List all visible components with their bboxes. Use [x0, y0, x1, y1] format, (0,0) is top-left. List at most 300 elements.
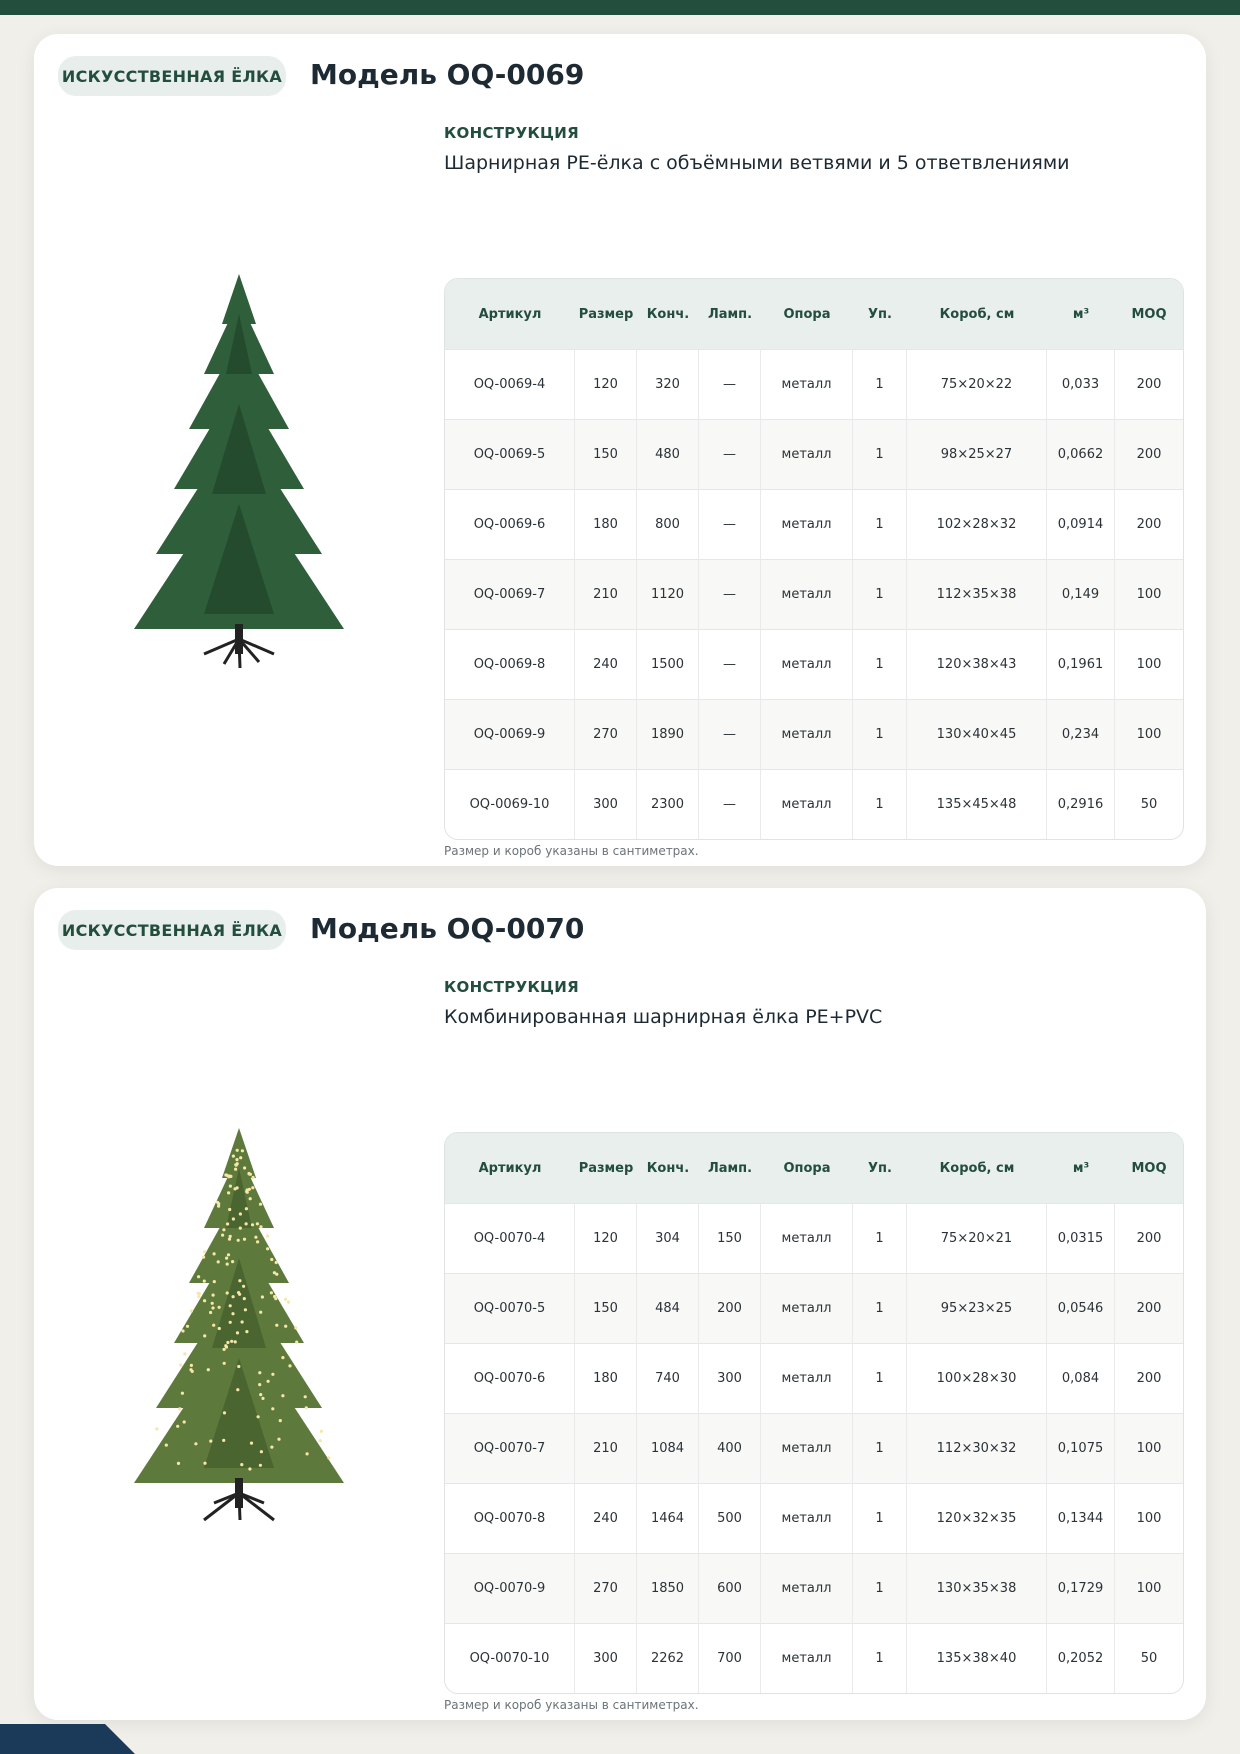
- light-dot: [227, 1253, 230, 1256]
- light-dot: [259, 1464, 262, 1467]
- col-header: Артикул: [445, 1133, 575, 1203]
- col-header: Размер: [575, 1133, 637, 1203]
- light-dot: [183, 1352, 186, 1355]
- light-dot: [218, 1306, 221, 1309]
- table-cell: OQ-0070-7: [445, 1413, 575, 1483]
- col-header: Размер: [575, 279, 637, 349]
- table-cell: 130×35×38: [907, 1553, 1047, 1623]
- light-dot: [251, 1223, 254, 1226]
- light-dot: [213, 1280, 216, 1283]
- table-cell: металл: [761, 1203, 853, 1273]
- light-dot: [223, 1411, 226, 1414]
- light-dot: [273, 1295, 276, 1298]
- light-dot: [284, 1298, 287, 1301]
- tree-image: [94, 1108, 384, 1548]
- table-cell: 500: [699, 1483, 761, 1553]
- light-dot: [242, 1285, 245, 1288]
- category-badge: ИСКУССТВЕННАЯ ЁЛКА: [58, 56, 286, 96]
- table-cell: 112×30×32: [907, 1413, 1047, 1483]
- light-dot: [231, 1260, 234, 1263]
- table-cell: 400: [699, 1413, 761, 1483]
- table-cell: 100: [1115, 629, 1183, 699]
- light-dot: [237, 1239, 240, 1242]
- table-cell: металл: [761, 1623, 853, 1693]
- light-dot: [304, 1395, 307, 1398]
- light-dot: [252, 1176, 255, 1179]
- light-dot: [243, 1238, 246, 1241]
- table-cell: OQ-0069-5: [445, 419, 575, 489]
- col-header: Ламп.: [699, 279, 761, 349]
- light-dot: [227, 1175, 230, 1178]
- light-dot: [165, 1444, 168, 1447]
- table-cell: 75×20×22: [907, 349, 1047, 419]
- table-cell: 0,084: [1047, 1343, 1115, 1413]
- col-header: м³: [1047, 1133, 1115, 1203]
- product-card-oq-0069: [34, 34, 1206, 866]
- construction-label: КОНСТРУКЦИЯ: [444, 978, 579, 996]
- spec-table: [444, 278, 1184, 840]
- light-dot: [178, 1407, 181, 1410]
- table-row: [445, 349, 1183, 419]
- table-cell: 0,2916: [1047, 769, 1115, 839]
- table-cell: 320: [637, 349, 699, 419]
- table-cell: 200: [1115, 1203, 1183, 1273]
- table-cell: 150: [575, 419, 637, 489]
- light-dot: [260, 1450, 263, 1453]
- table-cell: 200: [1115, 1273, 1183, 1343]
- table-cell: 0,0546: [1047, 1273, 1115, 1343]
- light-dot: [211, 1306, 214, 1309]
- light-dot: [266, 1247, 269, 1250]
- table-cell: 130×40×45: [907, 699, 1047, 769]
- light-dot: [221, 1234, 224, 1237]
- light-dot: [176, 1425, 179, 1428]
- light-dot: [235, 1158, 238, 1161]
- table-cell: 150: [575, 1273, 637, 1343]
- light-dot: [232, 1295, 235, 1298]
- tree-image: [94, 254, 384, 694]
- light-dot: [279, 1419, 282, 1422]
- light-dot: [234, 1187, 237, 1190]
- light-dot: [226, 1341, 229, 1344]
- light-dot: [270, 1446, 273, 1449]
- table-cell: —: [699, 629, 761, 699]
- table-cell: 304: [637, 1203, 699, 1273]
- table-row: [445, 559, 1183, 629]
- light-dot: [227, 1191, 230, 1194]
- table-cell: 150: [699, 1203, 761, 1273]
- light-dot: [251, 1186, 254, 1189]
- light-dot: [203, 1280, 206, 1283]
- col-header: м³: [1047, 279, 1115, 349]
- light-dot: [186, 1325, 189, 1328]
- light-dot: [259, 1393, 262, 1396]
- light-dot: [275, 1324, 278, 1327]
- light-dot: [243, 1297, 246, 1300]
- light-dot: [194, 1442, 197, 1445]
- model-title: Модель OQ-0069: [310, 58, 585, 91]
- light-dot: [270, 1291, 273, 1294]
- table-header-row: [445, 1133, 1183, 1203]
- light-dot: [271, 1373, 274, 1376]
- table-cell: 1: [853, 559, 907, 629]
- table-cell: 210: [575, 1413, 637, 1483]
- col-header: Конч.: [637, 1133, 699, 1203]
- light-dot: [232, 1155, 235, 1158]
- light-dot: [273, 1271, 276, 1274]
- table-cell: 102×28×32: [907, 489, 1047, 559]
- light-dot: [281, 1394, 284, 1397]
- table-row: [445, 1343, 1183, 1413]
- col-header: MOQ: [1115, 1133, 1183, 1203]
- table-cell: —: [699, 699, 761, 769]
- light-dot: [203, 1250, 206, 1253]
- light-dot: [241, 1320, 244, 1323]
- table-cell: 1: [853, 1343, 907, 1413]
- table-row: [445, 1483, 1183, 1553]
- light-dot: [207, 1368, 210, 1371]
- light-dot: [234, 1340, 237, 1343]
- table-cell: 0,1961: [1047, 629, 1115, 699]
- table-cell: 0,0662: [1047, 419, 1115, 489]
- table-cell: металл: [761, 769, 853, 839]
- table-cell: 120: [575, 1203, 637, 1273]
- light-dot: [236, 1149, 239, 1152]
- light-dot: [183, 1420, 186, 1423]
- light-dot: [212, 1324, 215, 1327]
- table-cell: 240: [575, 629, 637, 699]
- table-cell: 1: [853, 349, 907, 419]
- light-dot: [284, 1325, 287, 1328]
- light-dot: [203, 1334, 206, 1337]
- light-dot: [197, 1275, 200, 1278]
- light-dot: [239, 1156, 242, 1159]
- table-cell: OQ-0069-10: [445, 769, 575, 839]
- table-cell: 0,1729: [1047, 1553, 1115, 1623]
- table-cell: 200: [1115, 1343, 1183, 1413]
- category-badge: ИСКУССТВЕННАЯ ЁЛКА: [58, 910, 286, 950]
- table-cell: OQ-0070-5: [445, 1273, 575, 1343]
- light-dot: [244, 1308, 247, 1311]
- table-cell: 0,234: [1047, 699, 1115, 769]
- light-dot: [239, 1227, 242, 1230]
- table-cell: 1: [853, 769, 907, 839]
- table-cell: 1890: [637, 699, 699, 769]
- spec-table: [444, 1132, 1184, 1694]
- table-cell: 98×25×27: [907, 419, 1047, 489]
- light-dot: [222, 1228, 225, 1231]
- light-dot: [224, 1344, 227, 1347]
- table-cell: 120×38×43: [907, 629, 1047, 699]
- light-dot: [240, 1463, 243, 1466]
- table-cell: OQ-0070-10: [445, 1623, 575, 1693]
- light-dot: [238, 1279, 241, 1282]
- table-cell: OQ-0069-4: [445, 349, 575, 419]
- table-cell: 100: [1115, 699, 1183, 769]
- table-cell: металл: [761, 489, 853, 559]
- table-row: [445, 1203, 1183, 1273]
- table-cell: 2262: [637, 1623, 699, 1693]
- table-cell: 300: [575, 769, 637, 839]
- table-cell: —: [699, 419, 761, 489]
- light-dot: [287, 1301, 290, 1304]
- table-cell: 1850: [637, 1553, 699, 1623]
- table-cell: 95×23×25: [907, 1273, 1047, 1343]
- table-cell: металл: [761, 419, 853, 489]
- table-cell: 1500: [637, 629, 699, 699]
- light-dot: [198, 1292, 201, 1295]
- light-dot: [320, 1430, 323, 1433]
- table-cell: металл: [761, 1343, 853, 1413]
- table-row: [445, 769, 1183, 839]
- light-dot: [258, 1383, 261, 1386]
- table-cell: 1: [853, 419, 907, 489]
- table-cell: 200: [699, 1273, 761, 1343]
- light-dot: [275, 1261, 278, 1264]
- table-row: [445, 629, 1183, 699]
- table-cell: 100: [1115, 1413, 1183, 1483]
- light-dot: [249, 1197, 252, 1200]
- light-dot: [327, 1456, 330, 1459]
- light-dot: [261, 1397, 264, 1400]
- light-dot: [259, 1311, 262, 1314]
- table-cell: OQ-0069-7: [445, 559, 575, 629]
- col-header: Опора: [761, 1133, 853, 1203]
- table-cell: 1120: [637, 559, 699, 629]
- col-header: Опора: [761, 279, 853, 349]
- table-cell: OQ-0069-9: [445, 699, 575, 769]
- light-dot: [217, 1260, 220, 1263]
- light-dot: [247, 1172, 250, 1175]
- spec-rows: [445, 349, 1183, 839]
- light-dot: [228, 1238, 231, 1241]
- light-dot: [245, 1190, 248, 1193]
- table-cell: —: [699, 349, 761, 419]
- construction-label: КОНСТРУКЦИЯ: [444, 124, 579, 142]
- light-dot: [230, 1340, 233, 1343]
- table-cell: 700: [699, 1623, 761, 1693]
- light-dot: [319, 1439, 322, 1442]
- table-cell: 100: [1115, 1483, 1183, 1553]
- table-cell: 1: [853, 489, 907, 559]
- light-dot: [232, 1217, 235, 1220]
- light-dot: [229, 1235, 232, 1238]
- table-cell: 180: [575, 1343, 637, 1413]
- light-dot: [211, 1302, 214, 1305]
- light-dot: [229, 1321, 232, 1324]
- table-cell: 1: [853, 1203, 907, 1273]
- col-header: Конч.: [637, 279, 699, 349]
- light-dot: [245, 1330, 248, 1333]
- light-dot: [223, 1362, 226, 1365]
- light-dot: [181, 1329, 184, 1332]
- light-dot: [231, 1312, 234, 1315]
- table-cell: 200: [1115, 349, 1183, 419]
- table-cell: 480: [637, 419, 699, 489]
- table-cell: 100×28×30: [907, 1343, 1047, 1413]
- table-cell: 180: [575, 489, 637, 559]
- light-dot: [245, 1207, 248, 1210]
- light-dot: [209, 1440, 212, 1443]
- product-card-oq-0070: [34, 888, 1206, 1720]
- table-cell: 740: [637, 1343, 699, 1413]
- table-row: [445, 1553, 1183, 1623]
- light-dot: [216, 1201, 219, 1204]
- table-cell: металл: [761, 699, 853, 769]
- light-dot: [190, 1364, 193, 1367]
- table-cell: 240: [575, 1483, 637, 1553]
- lit-pine-tree-icon: [94, 1108, 384, 1548]
- table-cell: 270: [575, 699, 637, 769]
- table-cell: 1: [853, 629, 907, 699]
- table-cell: 1: [853, 1553, 907, 1623]
- light-dot: [237, 1365, 240, 1368]
- light-dot: [191, 1370, 194, 1373]
- table-cell: OQ-0069-6: [445, 489, 575, 559]
- table-cell: 484: [637, 1273, 699, 1343]
- light-dot: [256, 1240, 259, 1243]
- light-dot: [190, 1309, 193, 1312]
- table-cell: 1: [853, 699, 907, 769]
- light-dot: [218, 1327, 221, 1330]
- light-dot: [243, 1166, 246, 1169]
- footnote: Размер и короб указаны в сантиметрах.: [444, 844, 699, 858]
- table-cell: 0,1344: [1047, 1483, 1115, 1553]
- light-dot: [226, 1291, 229, 1294]
- light-dot: [295, 1341, 298, 1344]
- col-header: Короб, см: [907, 279, 1047, 349]
- light-dot: [223, 1348, 226, 1351]
- light-dot: [258, 1371, 261, 1374]
- light-dot: [271, 1407, 274, 1410]
- table-cell: металл: [761, 1483, 853, 1553]
- light-dot: [257, 1415, 260, 1418]
- table-cell: металл: [761, 629, 853, 699]
- table-cell: 2300: [637, 769, 699, 839]
- table-row: [445, 699, 1183, 769]
- table-cell: металл: [761, 559, 853, 629]
- table-cell: 800: [637, 489, 699, 559]
- light-dot: [259, 1203, 262, 1206]
- table-cell: 200: [1115, 489, 1183, 559]
- table-cell: OQ-0069-8: [445, 629, 575, 699]
- light-dot: [261, 1295, 264, 1298]
- table-cell: 300: [575, 1623, 637, 1693]
- light-dot: [229, 1185, 232, 1188]
- light-dot: [181, 1392, 184, 1395]
- light-dot: [305, 1406, 308, 1409]
- light-dot: [225, 1257, 228, 1260]
- table-cell: 135×38×40: [907, 1623, 1047, 1693]
- col-header: Уп.: [853, 279, 907, 349]
- col-header: Короб, см: [907, 1133, 1047, 1203]
- light-dot: [245, 1222, 248, 1225]
- light-dot: [234, 1163, 237, 1166]
- table-cell: 75×20×21: [907, 1203, 1047, 1273]
- light-dot: [226, 1263, 229, 1266]
- light-dot: [237, 1291, 240, 1294]
- table-cell: 1: [853, 1483, 907, 1553]
- light-dot: [306, 1452, 309, 1455]
- light-dot: [254, 1236, 257, 1239]
- table-cell: 0,1075: [1047, 1413, 1115, 1483]
- table-cell: 1: [853, 1623, 907, 1693]
- table-cell: металл: [761, 349, 853, 419]
- light-dot: [155, 1427, 158, 1430]
- light-dot: [270, 1258, 273, 1261]
- light-dot: [213, 1252, 216, 1255]
- light-dot: [236, 1388, 239, 1391]
- light-dot: [248, 1467, 251, 1470]
- light-dot: [234, 1168, 237, 1171]
- construction-text: Шарнирная PE-ёлка с объёмными ветвями и 5 ответвлениями: [444, 152, 1070, 174]
- light-dot: [236, 1331, 239, 1334]
- table-cell: 210: [575, 559, 637, 629]
- table-cell: OQ-0070-6: [445, 1343, 575, 1413]
- table-row: [445, 419, 1183, 489]
- table-cell: 600: [699, 1553, 761, 1623]
- light-dot: [267, 1380, 270, 1383]
- table-cell: 200: [1115, 419, 1183, 489]
- table-cell: 300: [699, 1343, 761, 1413]
- table-cell: OQ-0070-4: [445, 1203, 575, 1273]
- table-cell: 1: [853, 1273, 907, 1343]
- light-dot: [294, 1326, 297, 1329]
- light-dot: [250, 1442, 253, 1445]
- light-dot: [266, 1234, 269, 1237]
- table-cell: 0,0315: [1047, 1203, 1115, 1273]
- light-dot: [203, 1462, 206, 1465]
- light-dot: [241, 1149, 244, 1152]
- table-cell: 1084: [637, 1413, 699, 1483]
- table-cell: 0,149: [1047, 559, 1115, 629]
- light-dot: [202, 1256, 205, 1259]
- table-cell: 100: [1115, 1553, 1183, 1623]
- footnote: Размер и короб указаны в сантиметрах.: [444, 1698, 699, 1712]
- table-cell: 270: [575, 1553, 637, 1623]
- table-cell: металл: [761, 1273, 853, 1343]
- spec-rows: [445, 1203, 1183, 1693]
- table-cell: 0,0914: [1047, 489, 1115, 559]
- light-dot: [239, 1212, 242, 1215]
- table-cell: металл: [761, 1413, 853, 1483]
- top-accent-bar: [0, 0, 1240, 15]
- light-dot: [197, 1295, 200, 1298]
- light-dot: [288, 1364, 291, 1367]
- corner-decoration: [0, 1724, 135, 1754]
- table-cell: 112×35×38: [907, 559, 1047, 629]
- table-cell: 50: [1115, 769, 1183, 839]
- table-cell: 120×32×35: [907, 1483, 1047, 1553]
- table-cell: —: [699, 769, 761, 839]
- table-cell: OQ-0070-8: [445, 1483, 575, 1553]
- table-cell: 0,033: [1047, 349, 1115, 419]
- table-row: [445, 489, 1183, 559]
- table-cell: 135×45×48: [907, 769, 1047, 839]
- table-cell: 120: [575, 349, 637, 419]
- col-header: MOQ: [1115, 279, 1183, 349]
- table-cell: —: [699, 489, 761, 559]
- table-cell: металл: [761, 1553, 853, 1623]
- table-cell: 100: [1115, 559, 1183, 629]
- light-dot: [277, 1438, 280, 1441]
- table-header-row: [445, 279, 1183, 349]
- light-dot: [203, 1299, 206, 1302]
- light-dot: [212, 1294, 215, 1297]
- light-dot: [222, 1439, 225, 1442]
- construction-text: Комбинированная шарнирная ёлка PE+PVC: [444, 1006, 883, 1028]
- table-row: [445, 1273, 1183, 1343]
